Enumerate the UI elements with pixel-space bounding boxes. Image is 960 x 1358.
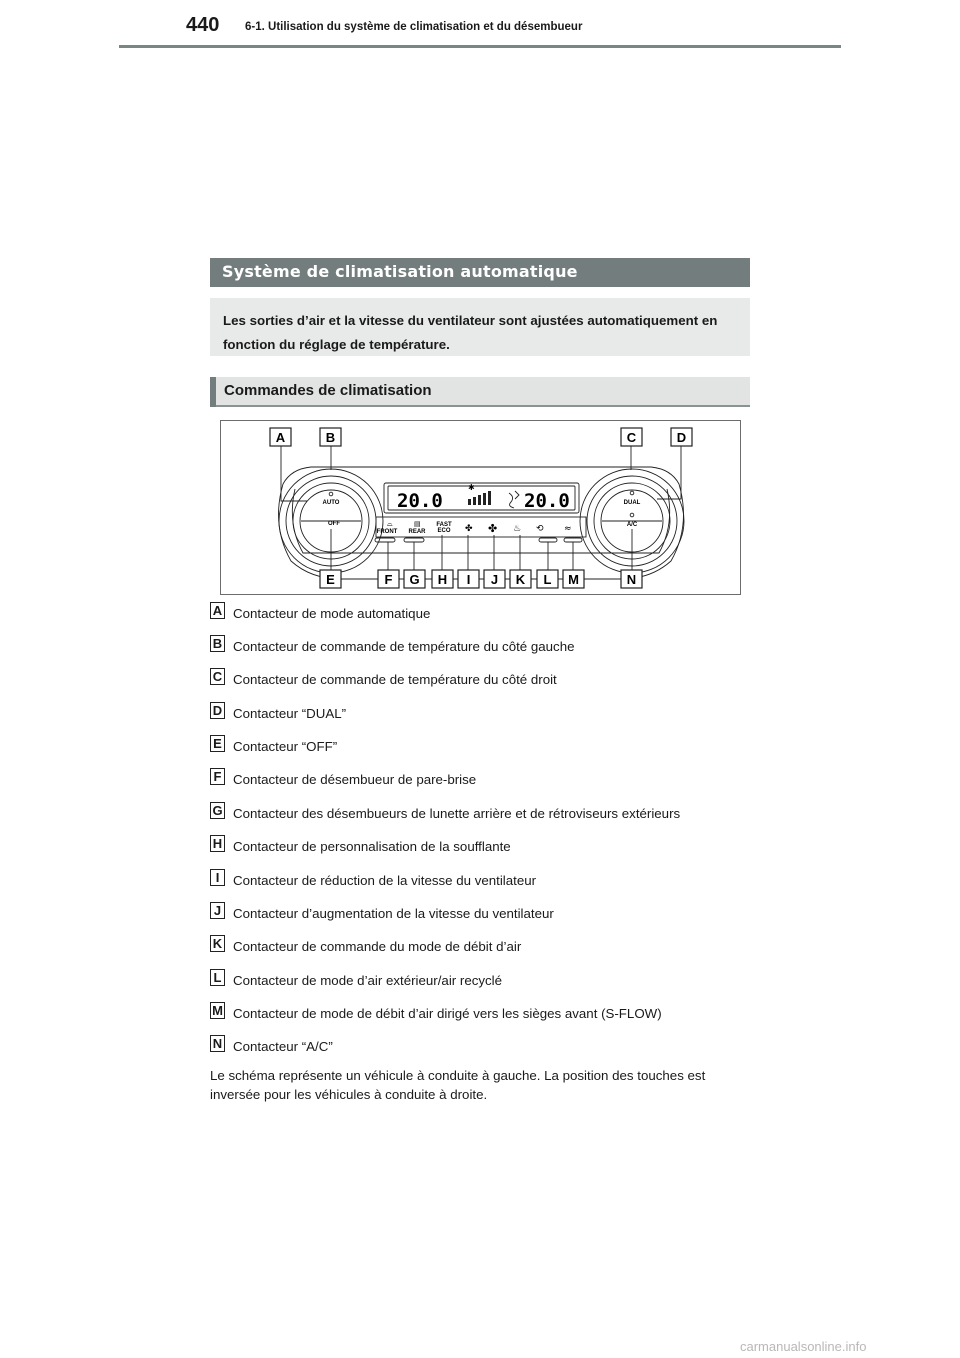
watermark: carmanualsonline.info [740,1339,867,1354]
section-title: Système de climatisation automatique [222,262,578,281]
legend-text: Contacteur “OFF” [233,739,338,754]
callout-j: J [490,572,499,587]
legend-text: Contacteur de mode automatique [233,606,431,621]
callout-e: E [326,572,335,587]
rear-label: REAR [408,529,426,535]
left-temp-display: 20.0 [397,490,443,512]
fan-indicator-icon: ✱ [468,483,475,492]
legend-badge: C [210,668,225,685]
callout-l: L [543,572,552,587]
callout-a: A [275,430,286,445]
callout-c: C [626,430,637,445]
airflow-mode-icon: ♨ [513,524,522,534]
legend-text: Contacteur de commande de température du côté gauche [233,639,575,654]
legend-badge: M [210,1002,225,1019]
auto-label: AUTO [322,500,340,506]
ac-label: A/C [626,522,638,528]
callout-b: B [325,430,336,445]
legend-text: Contacteur de mode d’air extérieur/air recyclé [233,973,503,988]
legend-text: Contacteur de mode de débit d’air dirigé vers les sièges avant (S-FLOW) [233,1006,662,1021]
legend-text: Contacteur de commande du mode de débit d’air [233,939,522,954]
subsection-accent [210,377,216,407]
running-head: 6-1. Utilisation du système de climatisation et du désembueur [245,21,583,33]
off-label: OFF [328,521,340,527]
callout-m: M [568,572,579,587]
legend-badge: H [210,835,225,852]
fan-low-icon: ✤ [465,524,473,534]
legend-text: Contacteur de commande de température du côté droit [233,672,557,687]
intro-text: Les sorties d’air et la vitesse du ventilateur sont ajustées automatiquement en fonction du réglage de température. [223,313,718,352]
intro-box [210,298,750,356]
legend-badge: K [210,935,225,952]
note-text: Le schéma représente un véhicule à conduite à gauche. La position des touches est inversée pour les véhicules à conduite à droite. [210,1068,706,1102]
fast-label: FAST [436,522,452,528]
callout-g: G [409,572,420,587]
callout-h: H [437,572,448,587]
callout-d: D [676,430,687,445]
section-header [210,258,750,287]
legend-badge: L [210,969,225,986]
legend-badge: D [210,702,225,719]
header-rule [119,45,841,48]
dual-label: DUAL [623,500,641,506]
legend-text: Contacteur de personnalisation de la soufflante [233,839,511,854]
subsection-title: Commandes de climatisation [224,382,432,399]
legend-badge: F [210,768,225,785]
subsection-header [210,377,750,407]
legend-text: Contacteur d’augmentation de la vitesse du ventilateur [233,906,554,921]
climate-control-figure [220,420,741,595]
eco-label: ECO [437,528,451,534]
page-number: 440 [186,14,220,36]
front-label: FRONT [376,529,398,535]
legend-text: Contacteur “DUAL” [233,706,347,721]
right-temp-display: 20.0 [524,490,570,512]
callout-n: N [626,572,637,587]
legend-badge: E [210,735,225,752]
callout-i: I [466,572,471,587]
legend-badge: I [210,869,225,886]
windshield-defog-icon: ⌓ [387,520,393,528]
recirculation-icon: ⟲ [536,524,544,534]
callout-k: K [515,572,526,587]
legend-badge: A [210,602,225,619]
legend-text: Contacteur de désembueur de pare-brise [233,772,477,787]
legend-badge: J [210,902,225,919]
legend-badge: G [210,802,225,819]
callout-f: F [384,572,393,587]
legend-badge: N [210,1035,225,1052]
legend-text: Contacteur de réduction de la vitesse du ventilateur [233,873,537,888]
s-flow-icon: ≈ [564,524,572,534]
fan-high-icon: ✤ [488,522,498,535]
legend-text: Contacteur “A/C” [233,1039,333,1054]
climate-panel-illustration [221,421,742,596]
legend-badge: B [210,635,225,652]
rear-defog-icon: ▤ [414,520,421,528]
legend-text: Contacteur des désembueurs de lunette arrière et de rétroviseurs extérieurs [233,806,681,821]
